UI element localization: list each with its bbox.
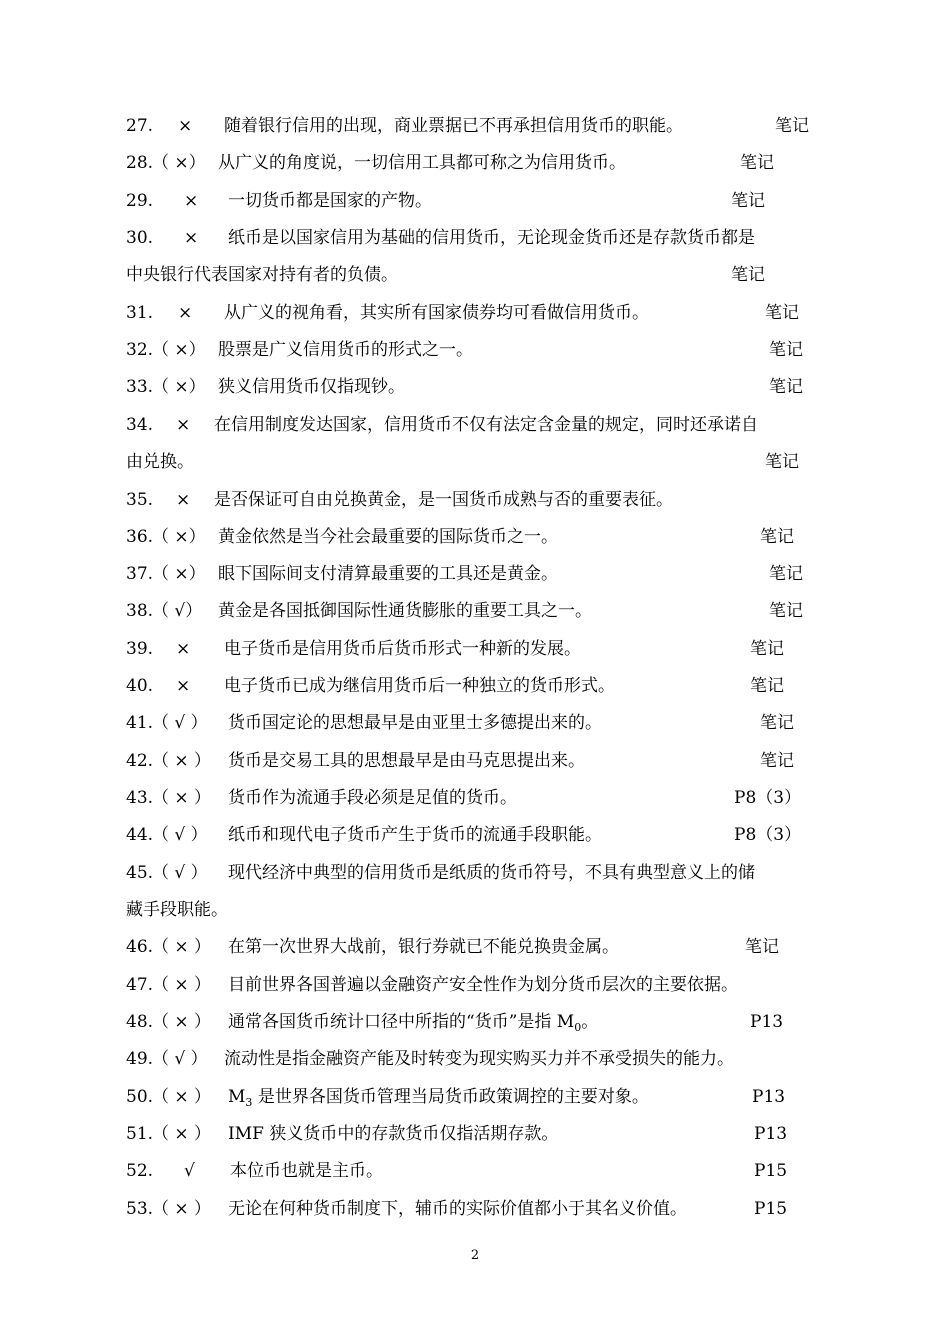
reference-label: 笔记 [750, 639, 784, 659]
item-number: 35. [126, 490, 154, 510]
reference-label: 笔记 [765, 452, 799, 472]
list-item [0, 932, 950, 962]
statement-text: 从广义的视角看，其实所有国家债券均可看做信用货币。 [224, 303, 649, 323]
statement-text: 随着银行信用的出现，商业票据已不再承担信用货币的职能。 [224, 116, 683, 136]
answer-mark: × [184, 228, 199, 248]
answer-mark: （ × ） [152, 937, 212, 957]
list-item [0, 372, 950, 402]
item-number: 53. [126, 1199, 154, 1219]
answer-mark: × [184, 191, 199, 211]
reference-label: P13 [750, 1012, 784, 1032]
answer-mark: × [176, 639, 191, 659]
item-number: 44. [126, 825, 154, 845]
reference-label: 笔记 [760, 751, 794, 771]
answer-mark: （ ×） [152, 527, 206, 547]
answer-mark: × [176, 415, 191, 435]
list-item [0, 1194, 950, 1224]
statement-text: 是否保证可自由兑换黄金，是一国货币成熟与否的重要表征。 [214, 490, 673, 510]
statement-text-continued: 由兑换。 [126, 452, 194, 472]
statement-text: 本位币也就是主币。 [230, 1161, 383, 1181]
answer-mark: （ ×） [152, 377, 206, 397]
item-number: 37. [126, 564, 154, 584]
list-item [0, 708, 950, 738]
page-number: 2 [470, 1248, 480, 1263]
reference-label: 笔记 [769, 601, 803, 621]
list-item [0, 485, 950, 515]
list-item [0, 186, 950, 216]
statement-text: 一切货币都是国家的产物。 [228, 191, 432, 211]
answer-mark: （ ×） [152, 153, 206, 173]
item-number: 36. [126, 527, 154, 547]
list-item [0, 1044, 950, 1074]
reference-label: 笔记 [740, 153, 774, 173]
statement-text: 从广义的角度说，一切信用工具都可称之为信用货币。 [218, 153, 626, 173]
statement-text: 货币作为流通手段必须是足值的货币。 [228, 788, 517, 808]
answer-mark: （ × ） [152, 1087, 212, 1107]
item-number: 33. [126, 377, 154, 397]
statement-text-main: 通常各国货币统计口径中所指的“货币”是指 M [228, 1012, 575, 1032]
reference-label: 笔记 [765, 303, 799, 323]
answer-mark: （ × ） [152, 751, 212, 771]
answer-mark: （ √） [152, 601, 203, 621]
list-item [0, 970, 950, 1000]
answer-mark: （ × ） [152, 975, 212, 995]
reference-label: P8（3） [734, 825, 802, 845]
list-item [0, 1119, 950, 1149]
reference-label: 笔记 [745, 937, 779, 957]
statement-text: 电子货币已成为继信用货币后一种独立的货币形式。 [224, 676, 615, 696]
answer-mark: （ × ） [152, 1199, 212, 1219]
answer-mark: × [176, 490, 191, 510]
list-item [0, 148, 950, 178]
statement-text: IMF 狭义货币中的存款货币仅指活期存款。 [228, 1124, 559, 1144]
answer-mark: （ √ ） [152, 863, 208, 883]
subscript: 3 [245, 1096, 253, 1109]
list-item [0, 858, 950, 888]
statement-text: 在第一次世界大战前，银行券就已不能兑换贵金属。 [228, 937, 619, 957]
reference-label: P13 [752, 1087, 786, 1107]
statement-text [228, 1082, 649, 1112]
item-number: 27. [126, 116, 154, 136]
statement-text: 电子货币是信用货币后货币形式一种新的发展。 [224, 639, 581, 659]
item-number: 32. [126, 340, 154, 360]
item-number: 43. [126, 788, 154, 808]
answer-mark: （ √ ） [152, 713, 208, 733]
answer-mark: √ [184, 1161, 195, 1181]
reference-label: 笔记 [731, 191, 765, 211]
reference-label: 笔记 [775, 116, 809, 136]
statement-text: 股票是广义信用货币的形式之一。 [218, 340, 473, 360]
list-item [0, 783, 950, 813]
reference-label: 笔记 [769, 377, 803, 397]
answer-mark: （ ×） [152, 564, 206, 584]
statement-text: 货币是交易工具的思想最早是由马克思提出来。 [228, 751, 585, 771]
list-item [0, 746, 950, 776]
answer-mark: × [176, 676, 191, 696]
list-item [0, 1007, 950, 1037]
list-item [0, 596, 950, 626]
answer-mark: × [178, 303, 193, 323]
answer-mark: （ ×） [152, 340, 206, 360]
list-item [0, 634, 950, 664]
statement-text: 纸币是以国家信用为基础的信用货币，无论现金货币还是存款货币都是 [228, 228, 755, 248]
statement-text: 流动性是指金融资产能及时转变为现实购买力并不承受损失的能力。 [224, 1049, 734, 1069]
list-item [0, 335, 950, 365]
list-item [0, 671, 950, 701]
statement-text: 无论在何种货币制度下，辅币的实际价值都小于其名义价值。 [228, 1199, 687, 1219]
reference-label: P15 [754, 1161, 788, 1181]
list-item [0, 298, 950, 328]
item-number: 50. [126, 1087, 154, 1107]
subscript: 0 [574, 1021, 582, 1034]
statement-text: 纸币和现代电子货币产生于货币的流通手段职能。 [228, 825, 602, 845]
reference-label: P8（3） [734, 788, 802, 808]
list-item [0, 1082, 950, 1112]
reference-label: P13 [754, 1124, 788, 1144]
reference-label: 笔记 [750, 676, 784, 696]
statement-text: 目前世界各国普遍以金融资产安全性作为划分货币层次的主要依据。 [228, 975, 738, 995]
statement-text: 黄金是各国抵御国际性通货膨胀的重要工具之一。 [218, 601, 592, 621]
statement-text: 狭义信用货币仅指现钞。 [218, 377, 405, 397]
statement-text-continued: 藏手段职能。 [126, 900, 228, 920]
answer-mark: × [178, 116, 193, 136]
reference-label: P15 [754, 1199, 788, 1219]
statement-text-main: M [228, 1087, 246, 1107]
list-item [0, 1156, 950, 1186]
list-item [0, 111, 950, 141]
statement-text: 眼下国际间支付清算最重要的工具还是黄金。 [218, 564, 558, 584]
statement-text-tail: 是世界各国货币管理当局货币政策调控的主要对象。 [252, 1087, 649, 1107]
item-number: 42. [126, 751, 154, 771]
item-number: 39. [126, 639, 154, 659]
item-number: 29. [126, 191, 154, 211]
item-number: 46. [126, 937, 154, 957]
answer-mark: （ √ ） [152, 825, 208, 845]
list-item [0, 223, 950, 253]
statement-text: 在信用制度发达国家，信用货币不仅有法定含金量的规定，同时还承诺自 [214, 415, 758, 435]
item-number: 51. [126, 1124, 154, 1144]
item-number: 45. [126, 863, 154, 883]
reference-label: 笔记 [769, 340, 803, 360]
reference-label: 笔记 [760, 527, 794, 547]
list-item [0, 559, 950, 589]
statement-text: 货币国定论的思想最早是由亚里士多德提出来的。 [228, 713, 602, 733]
item-number: 30. [126, 228, 154, 248]
list-item [0, 410, 950, 440]
statement-text-tail: 。 [581, 1012, 599, 1032]
list-item [0, 522, 950, 552]
item-number: 41. [126, 713, 154, 733]
statement-text-continued: 中央银行代表国家对持有者的负债。 [126, 265, 398, 285]
reference-label: 笔记 [769, 564, 803, 584]
answer-mark: （ × ） [152, 1012, 212, 1032]
answer-mark: （ × ） [152, 788, 212, 808]
item-number: 40. [126, 676, 154, 696]
list-item-continuation [0, 447, 950, 477]
answer-mark: （ √ ） [152, 1049, 208, 1069]
item-number: 38. [126, 601, 154, 621]
statement-text [228, 1007, 598, 1037]
item-number: 48. [126, 1012, 154, 1032]
item-number: 47. [126, 975, 154, 995]
list-item-continuation [0, 260, 950, 290]
item-number: 49. [126, 1049, 154, 1069]
statement-text: 黄金依然是当今社会最重要的国际货币之一。 [218, 527, 558, 547]
item-number: 34. [126, 415, 154, 435]
reference-label: 笔记 [760, 713, 794, 733]
answer-mark: （ × ） [152, 1124, 212, 1144]
item-number: 28. [126, 153, 154, 173]
item-number: 31. [126, 303, 154, 323]
list-item [0, 820, 950, 850]
statement-text: 现代经济中典型的信用货币是纸质的货币符号，不具有典型意义上的储 [228, 863, 755, 883]
reference-label: 笔记 [731, 265, 765, 285]
item-number: 52. [126, 1161, 154, 1181]
list-item-continuation [0, 895, 950, 925]
